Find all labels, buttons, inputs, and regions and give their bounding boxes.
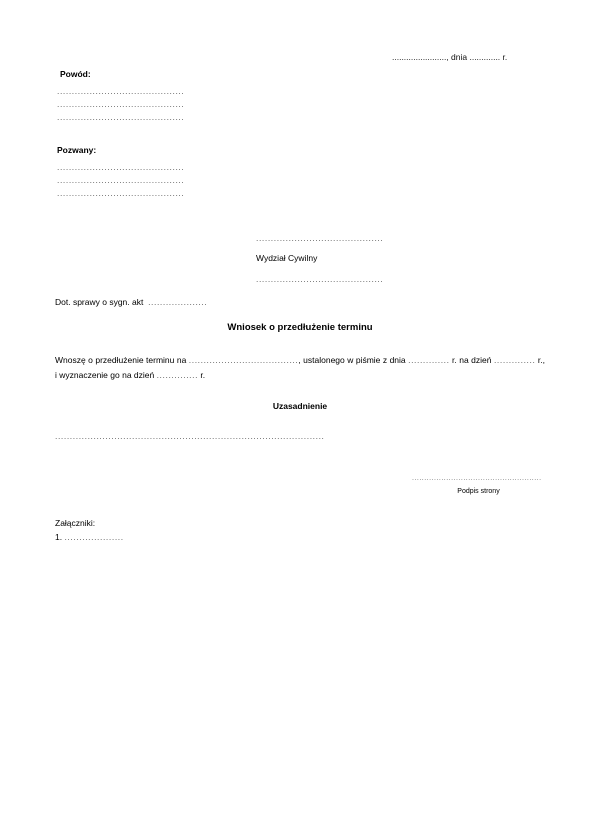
case-reference (55, 297, 207, 307)
defendant-blank-line-1[interactable]: ........................................... (57, 162, 185, 172)
plaintiff-blank-line-2[interactable]: ........................................... (57, 99, 185, 109)
signature-rule[interactable]: ..................................................... (412, 475, 542, 482)
body-text-5: r. (198, 370, 206, 380)
body-blank-new-date[interactable]: .............. (156, 370, 199, 380)
date-place-line: ......................., dnia ............. r. (392, 52, 508, 62)
plaintiff-blank-line-3[interactable]: ........................................... (57, 112, 185, 122)
reasoning-blank-line[interactable]: ........................................................................................... (55, 431, 325, 441)
court-address-blank-line[interactable]: ........................................... (256, 274, 384, 284)
defendant-blank-line-2[interactable]: ........................................... (57, 175, 185, 185)
attachments-label: Załączniki: (55, 518, 96, 528)
body-text-2: , ustalonego w piśmie z dnia (298, 355, 409, 365)
page-title: Wniosek o przedłużenie terminu (227, 322, 373, 333)
body-text-1: Wnoszę o przedłużenie terminu na (55, 355, 189, 365)
section-title-reasoning: Uzasadnienie (272, 401, 328, 411)
body-blank-subject[interactable]: ..................................... (188, 355, 299, 365)
case-reference-label: Dot. sprawy o sygn. akt (55, 297, 144, 307)
case-reference-blank[interactable]: .................... (148, 297, 208, 307)
defendant-blank-line-3[interactable]: ........................................... (57, 188, 185, 198)
body-text-3: r. na dzień (449, 355, 494, 365)
court-division: Wydział Cywilny (256, 253, 318, 263)
attachment-blank[interactable]: .................... (64, 532, 124, 542)
plaintiff-label: Powód: (60, 69, 91, 79)
attachment-number: 1. (55, 532, 63, 542)
request-body (55, 353, 545, 383)
body-blank-letter-date[interactable]: .............. (408, 355, 450, 365)
defendant-label: Pozwany: (57, 145, 97, 155)
body-blank-deadline-date[interactable]: .............. (493, 355, 536, 365)
signature-caption: Podpis strony (457, 488, 500, 495)
plaintiff-blank-line-1[interactable]: ........................................... (57, 86, 185, 96)
court-name-blank-line[interactable]: ........................................... (256, 233, 384, 243)
attachment-item-1 (55, 532, 124, 542)
body-text-4: r., i wyznaczenie go na dzień (55, 355, 545, 380)
